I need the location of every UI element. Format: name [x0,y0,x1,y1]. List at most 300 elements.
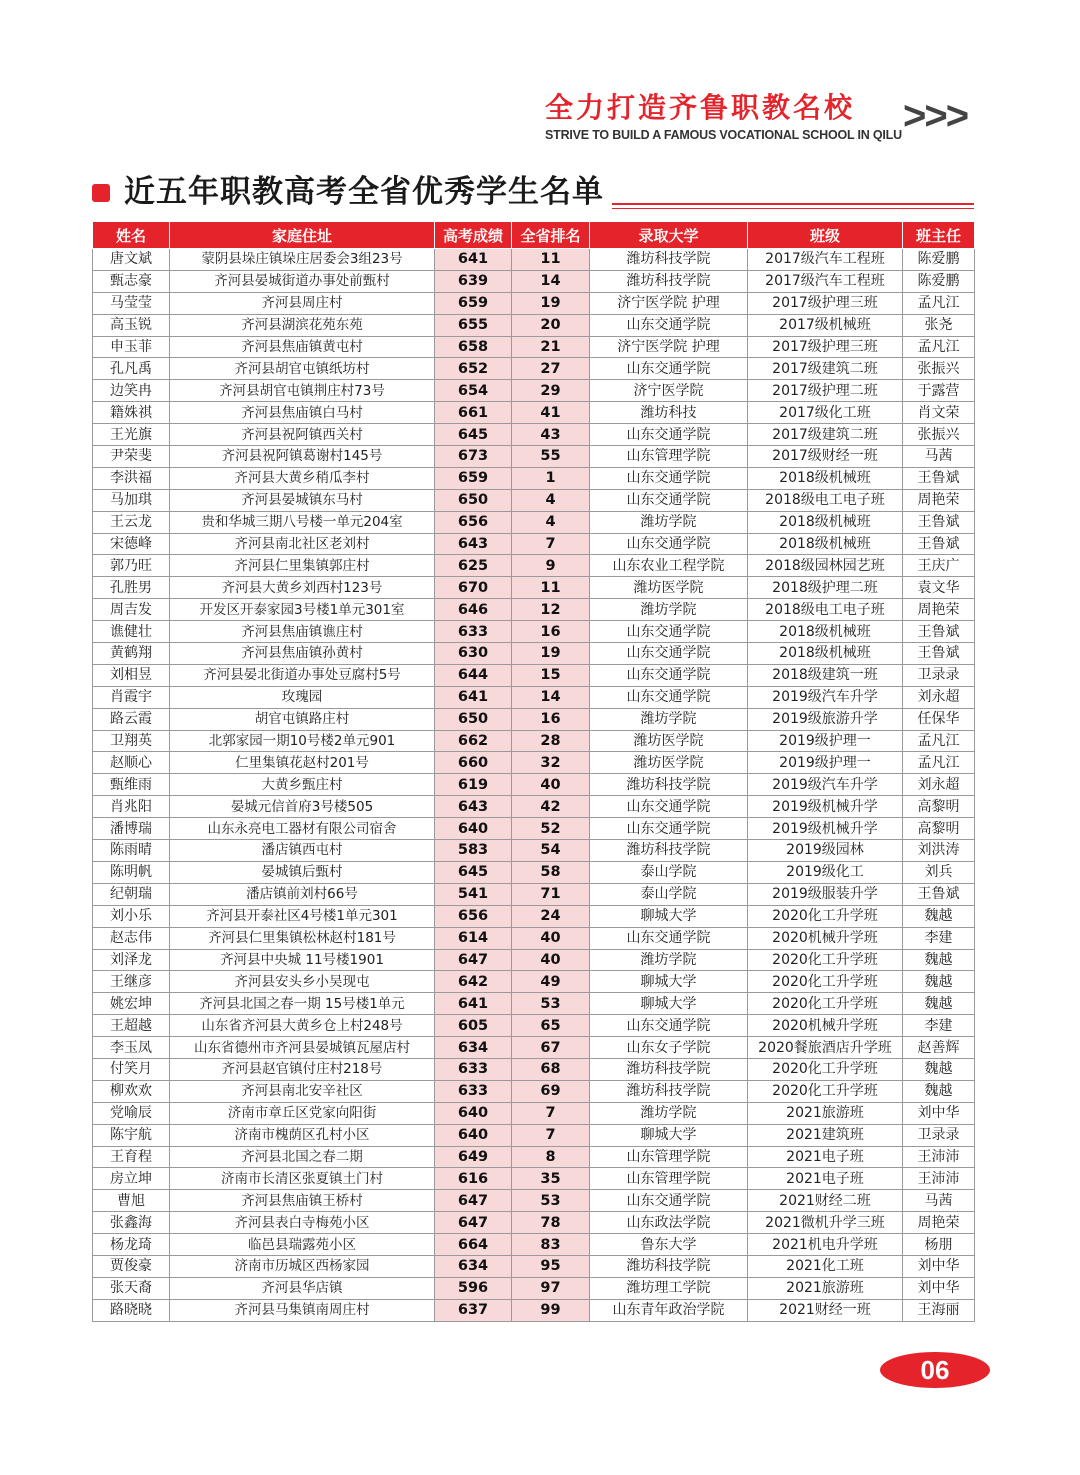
university-cell: 山东交通学院 [590,796,748,818]
address-cell: 开发区开泰家园3号楼1单元301室 [170,599,435,621]
name-cell: 李洪福 [93,467,170,489]
class-cell: 2018级机械班 [748,511,903,533]
table-row [93,270,975,292]
class-cell: 2021财经一班 [748,1299,903,1321]
teacher-cell: 马茜 [903,446,975,468]
class-cell: 2017级护理三班 [748,336,903,358]
name-cell: 孔凡禹 [93,358,170,380]
class-cell: 2018级电工电子班 [748,599,903,621]
university-cell: 潍坊科技学院 [590,840,748,862]
address-cell: 齐河县晏城街道办事处前甄村 [170,270,435,292]
table-row [93,905,975,927]
table-row [93,971,975,993]
class-cell: 2019级机械升学 [748,796,903,818]
score-cell: 625 [435,555,512,577]
student-table [92,221,975,1322]
class-cell: 2020机械升学班 [748,927,903,949]
teacher-cell: 魏越 [903,949,975,971]
page-title: 近五年职教高考全省优秀学生名单 [124,174,604,210]
column-header-name: 姓名 [93,222,170,249]
teacher-cell: 周艳荣 [903,489,975,511]
university-cell: 潍坊科技学院 [590,270,748,292]
class-cell: 2019级护理一 [748,730,903,752]
page-number-badge: 06 [880,1352,990,1388]
address-cell: 齐河县周庄村 [170,292,435,314]
rank-cell: 7 [512,533,590,555]
score-cell: 633 [435,1058,512,1080]
address-cell: 山东省德州市齐河县晏城镇瓦屋店村 [170,1037,435,1059]
university-cell: 山东交通学院 [590,314,748,336]
table-row [93,314,975,336]
table-row [93,446,975,468]
table-row [93,708,975,730]
university-cell: 山东交通学院 [590,533,748,555]
chevron-right-icon: >>> [903,94,968,138]
rank-cell: 53 [512,993,590,1015]
teacher-cell: 王庆广 [903,555,975,577]
rank-cell: 67 [512,1037,590,1059]
address-cell: 济南市章丘区党家向阳街 [170,1102,435,1124]
rank-cell: 8 [512,1146,590,1168]
university-cell: 潍坊学院 [590,708,748,730]
class-cell: 2020机械升学班 [748,1015,903,1037]
table-row [93,599,975,621]
teacher-cell: 高黎明 [903,818,975,840]
university-cell: 潍坊科技学院 [590,1080,748,1102]
slogan-chinese: 全力打造齐鲁职教名校 [545,91,856,124]
name-cell: 纪朝瑞 [93,883,170,905]
address-cell: 齐河县大黄乡刘西村123号 [170,577,435,599]
score-cell: 647 [435,1212,512,1234]
name-cell: 房立坤 [93,1168,170,1190]
name-cell: 孔胜男 [93,577,170,599]
name-cell: 陈明帆 [93,861,170,883]
rank-cell: 97 [512,1277,590,1299]
address-cell: 齐河县仁里集镇郭庄村 [170,555,435,577]
table-row [93,1080,975,1102]
table-row [93,1255,975,1277]
score-cell: 616 [435,1168,512,1190]
class-cell: 2019级汽车升学 [748,686,903,708]
slogan-english: STRIVE TO BUILD A FAMOUS VOCATIONAL SCHOOL IN QILU [545,128,902,142]
table-row [93,949,975,971]
header-slogan [545,92,905,142]
table-row [93,336,975,358]
table-row [93,1015,975,1037]
teacher-cell: 魏越 [903,1058,975,1080]
column-header-score: 高考成绩 [435,222,512,249]
address-cell: 齐河县开泰社区4号楼1单元301 [170,905,435,927]
square-bullet-icon [92,184,110,202]
class-cell: 2021机电升学班 [748,1234,903,1256]
university-cell: 鲁东大学 [590,1234,748,1256]
table-row [93,249,975,271]
score-cell: 634 [435,1037,512,1059]
score-cell: 541 [435,883,512,905]
rank-cell: 19 [512,292,590,314]
score-cell: 637 [435,1299,512,1321]
column-header-teacher: 班主任 [903,222,975,249]
table-row [93,752,975,774]
name-cell: 马加琪 [93,489,170,511]
address-cell: 齐河县湖滨花苑东苑 [170,314,435,336]
teacher-cell: 肖文荣 [903,402,975,424]
rank-cell: 16 [512,708,590,730]
table-row [93,577,975,599]
class-cell: 2017级财经一班 [748,446,903,468]
university-cell: 潍坊学院 [590,1102,748,1124]
address-cell: 济南市长清区张夏镇土门村 [170,1168,435,1190]
name-cell: 谯健壮 [93,621,170,643]
rank-cell: 68 [512,1058,590,1080]
score-cell: 643 [435,533,512,555]
rank-cell: 19 [512,643,590,665]
column-header-class: 班级 [748,222,903,249]
name-cell: 党喻辰 [93,1102,170,1124]
university-cell: 山东交通学院 [590,1015,748,1037]
university-cell: 聊城大学 [590,1124,748,1146]
address-cell: 潘店镇前刘村66号 [170,883,435,905]
name-cell: 曹旭 [93,1190,170,1212]
score-cell: 605 [435,1015,512,1037]
name-cell: 路晓晓 [93,1299,170,1321]
class-cell: 2018级机械班 [748,621,903,643]
column-header-address: 家庭住址 [170,222,435,249]
table-row [93,1299,975,1321]
rank-cell: 12 [512,599,590,621]
university-cell: 济宁医学院 护理 [590,336,748,358]
rank-cell: 58 [512,861,590,883]
university-cell: 山东农业工程学院 [590,555,748,577]
table-row [93,686,975,708]
class-cell: 2018级机械班 [748,533,903,555]
university-cell: 潍坊医学院 [590,752,748,774]
table-row [93,489,975,511]
name-cell: 王继彦 [93,971,170,993]
address-cell: 齐河县安头乡小吴现屯 [170,971,435,993]
university-cell: 潍坊科技学院 [590,774,748,796]
address-cell: 齐河县祝阿镇葛谢村145号 [170,446,435,468]
table-row [93,1124,975,1146]
university-cell: 山东交通学院 [590,467,748,489]
table-row [93,467,975,489]
class-cell: 2021财经二班 [748,1190,903,1212]
title-underline-thin [612,208,974,209]
rank-cell: 15 [512,664,590,686]
address-cell: 齐河县赵官镇付庄村218号 [170,1058,435,1080]
score-cell: 633 [435,621,512,643]
teacher-cell: 王沛沛 [903,1168,975,1190]
university-cell: 山东管理学院 [590,446,748,468]
rank-cell: 9 [512,555,590,577]
score-cell: 656 [435,511,512,533]
address-cell: 齐河县焦庙镇黄屯村 [170,336,435,358]
rank-cell: 24 [512,905,590,927]
address-cell: 仁里集镇花赵村201号 [170,752,435,774]
name-cell: 姚宏坤 [93,993,170,1015]
name-cell: 申玉菲 [93,336,170,358]
score-cell: 647 [435,1190,512,1212]
university-cell: 潍坊学院 [590,599,748,621]
name-cell: 肖兆阳 [93,796,170,818]
table-row [93,1146,975,1168]
name-cell: 肖霞宇 [93,686,170,708]
rank-cell: 16 [512,621,590,643]
address-cell: 齐河县晏城镇东马村 [170,489,435,511]
score-cell: 661 [435,402,512,424]
rank-cell: 42 [512,796,590,818]
score-cell: 646 [435,599,512,621]
university-cell: 山东交通学院 [590,489,748,511]
score-cell: 644 [435,664,512,686]
teacher-cell: 王鲁斌 [903,643,975,665]
score-cell: 650 [435,489,512,511]
teacher-cell: 杨朋 [903,1234,975,1256]
university-cell: 潍坊理工学院 [590,1277,748,1299]
class-cell: 2020化工升学班 [748,1058,903,1080]
teacher-cell: 赵善辉 [903,1037,975,1059]
name-cell: 杨龙琦 [93,1234,170,1256]
university-cell: 山东交通学院 [590,664,748,686]
name-cell: 宋德峰 [93,533,170,555]
table-row [93,730,975,752]
table-row [93,533,975,555]
name-cell: 付笑月 [93,1058,170,1080]
score-cell: 650 [435,708,512,730]
teacher-cell: 孟凡江 [903,752,975,774]
rank-cell: 55 [512,446,590,468]
score-cell: 633 [435,1080,512,1102]
university-cell: 山东交通学院 [590,686,748,708]
name-cell: 张鑫海 [93,1212,170,1234]
table-row [93,1168,975,1190]
class-cell: 2020化工升学班 [748,905,903,927]
rank-cell: 54 [512,840,590,862]
table-row [93,402,975,424]
teacher-cell: 魏越 [903,905,975,927]
teacher-cell: 李建 [903,927,975,949]
class-cell: 2017级护理三班 [748,292,903,314]
score-cell: 642 [435,971,512,993]
rank-cell: 7 [512,1124,590,1146]
score-cell: 670 [435,577,512,599]
name-cell: 周吉发 [93,599,170,621]
table-row [93,292,975,314]
score-cell: 639 [435,270,512,292]
class-cell: 2020化工升学班 [748,971,903,993]
rank-cell: 95 [512,1255,590,1277]
table-row [93,861,975,883]
rank-cell: 49 [512,971,590,993]
class-cell: 2017级建筑二班 [748,424,903,446]
address-cell: 晏城元信首府3号楼505 [170,796,435,818]
table-row [93,818,975,840]
name-cell: 马莹莹 [93,292,170,314]
class-cell: 2020化工升学班 [748,1080,903,1102]
university-cell: 山东交通学院 [590,424,748,446]
address-cell: 潘店镇西屯村 [170,840,435,862]
class-cell: 2017级汽车工程班 [748,249,903,271]
table-row [93,927,975,949]
table-row [93,1190,975,1212]
address-cell: 大黄乡甄庄村 [170,774,435,796]
teacher-cell: 孟凡江 [903,730,975,752]
table-row [93,358,975,380]
university-cell: 潍坊科技学院 [590,1255,748,1277]
class-cell: 2020餐旅酒店升学班 [748,1037,903,1059]
teacher-cell: 卫录录 [903,664,975,686]
score-cell: 614 [435,927,512,949]
class-cell: 2019级机械升学 [748,818,903,840]
class-cell: 2019级园林 [748,840,903,862]
university-cell: 山东交通学院 [590,927,748,949]
rank-cell: 35 [512,1168,590,1190]
class-cell: 2018级园林园艺班 [748,555,903,577]
class-cell: 2018级机械班 [748,643,903,665]
score-cell: 619 [435,774,512,796]
name-cell: 王云龙 [93,511,170,533]
class-cell: 2021化工班 [748,1255,903,1277]
rank-cell: 41 [512,402,590,424]
class-cell: 2019级旅游升学 [748,708,903,730]
table-header-row [93,222,975,249]
teacher-cell: 张振兴 [903,358,975,380]
name-cell: 陈宇航 [93,1124,170,1146]
address-cell: 齐河县大黄乡稍瓜李村 [170,467,435,489]
name-cell: 王育程 [93,1146,170,1168]
rank-cell: 99 [512,1299,590,1321]
name-cell: 卫翔英 [93,730,170,752]
teacher-cell: 王鲁斌 [903,533,975,555]
university-cell: 山东政法学院 [590,1212,748,1234]
score-cell: 659 [435,467,512,489]
score-cell: 664 [435,1234,512,1256]
teacher-cell: 魏越 [903,993,975,1015]
address-cell: 山东永亮电工器材有限公司宿舍 [170,818,435,840]
table-row [93,1037,975,1059]
score-cell: 640 [435,1124,512,1146]
score-cell: 643 [435,796,512,818]
rank-cell: 21 [512,336,590,358]
rank-cell: 40 [512,774,590,796]
university-cell: 潍坊医学院 [590,730,748,752]
name-cell: 刘小乐 [93,905,170,927]
rank-cell: 29 [512,380,590,402]
teacher-cell: 王鲁斌 [903,883,975,905]
teacher-cell: 魏越 [903,1080,975,1102]
class-cell: 2018级护理二班 [748,577,903,599]
address-cell: 齐河县祝阿镇西关村 [170,424,435,446]
teacher-cell: 王鲁斌 [903,511,975,533]
name-cell: 尹荣斐 [93,446,170,468]
university-cell: 潍坊学院 [590,511,748,533]
rank-cell: 11 [512,577,590,599]
address-cell: 齐河县焦庙镇王桥村 [170,1190,435,1212]
score-cell: 596 [435,1277,512,1299]
teacher-cell: 刘洪涛 [903,840,975,862]
address-cell: 齐河县胡官屯镇荆庄村73号 [170,380,435,402]
university-cell: 聊城大学 [590,905,748,927]
rank-cell: 40 [512,927,590,949]
teacher-cell: 陈爱鹏 [903,249,975,271]
rank-cell: 11 [512,249,590,271]
address-cell: 蒙阴县垛庄镇垛庄居委会3组23号 [170,249,435,271]
address-cell: 临邑县瑞露苑小区 [170,1234,435,1256]
university-cell: 济宁医学院 护理 [590,292,748,314]
rank-cell: 14 [512,686,590,708]
teacher-cell: 陈爱鹏 [903,270,975,292]
name-cell: 郭乃旺 [93,555,170,577]
rank-cell: 4 [512,489,590,511]
teacher-cell: 刘兵 [903,861,975,883]
teacher-cell: 袁文华 [903,577,975,599]
university-cell: 山东交通学院 [590,358,748,380]
table-row [93,664,975,686]
address-cell: 齐河县北国之春一期 15号楼1单元 [170,993,435,1015]
score-cell: 658 [435,336,512,358]
class-cell: 2019级护理一 [748,752,903,774]
teacher-cell: 张尧 [903,314,975,336]
address-cell: 齐河县北国之春二期 [170,1146,435,1168]
rank-cell: 32 [512,752,590,774]
teacher-cell: 孟凡江 [903,292,975,314]
class-cell: 2019级汽车升学 [748,774,903,796]
section-title [92,170,974,216]
university-cell: 山东青年政治学院 [590,1299,748,1321]
university-cell: 山东管理学院 [590,1168,748,1190]
address-cell: 齐河县晏北街道办事处豆腐村5号 [170,664,435,686]
teacher-cell: 马茜 [903,1190,975,1212]
score-cell: 662 [435,730,512,752]
table-row [93,424,975,446]
rank-cell: 83 [512,1234,590,1256]
name-cell: 张天裔 [93,1277,170,1299]
score-cell: 641 [435,249,512,271]
table-row [93,796,975,818]
university-cell: 济宁医学院 [590,380,748,402]
column-header-rank: 全省排名 [512,222,590,249]
table-row [93,774,975,796]
university-cell: 山东交通学院 [590,818,748,840]
class-cell: 2017级护理二班 [748,380,903,402]
teacher-cell: 刘永超 [903,686,975,708]
teacher-cell: 周艳荣 [903,599,975,621]
class-cell: 2019级化工 [748,861,903,883]
column-header-university: 录取大学 [590,222,748,249]
score-cell: 641 [435,993,512,1015]
teacher-cell: 刘永超 [903,774,975,796]
score-cell: 655 [435,314,512,336]
score-cell: 640 [435,1102,512,1124]
rank-cell: 40 [512,949,590,971]
address-cell: 济南市槐荫区孔村小区 [170,1124,435,1146]
class-cell: 2019级服装升学 [748,883,903,905]
rank-cell: 52 [512,818,590,840]
table-row [93,883,975,905]
teacher-cell: 任保华 [903,708,975,730]
address-cell: 齐河县中央城 11号楼1901 [170,949,435,971]
rank-cell: 7 [512,1102,590,1124]
name-cell: 刘泽龙 [93,949,170,971]
score-cell: 660 [435,752,512,774]
rank-cell: 71 [512,883,590,905]
address-cell: 齐河县华店镇 [170,1277,435,1299]
name-cell: 高玉锐 [93,314,170,336]
table-row [93,1234,975,1256]
address-cell: 北郭家园一期10号楼2单元901 [170,730,435,752]
address-cell: 齐河县仁里集镇松林赵村181号 [170,927,435,949]
class-cell: 2021电子班 [748,1146,903,1168]
